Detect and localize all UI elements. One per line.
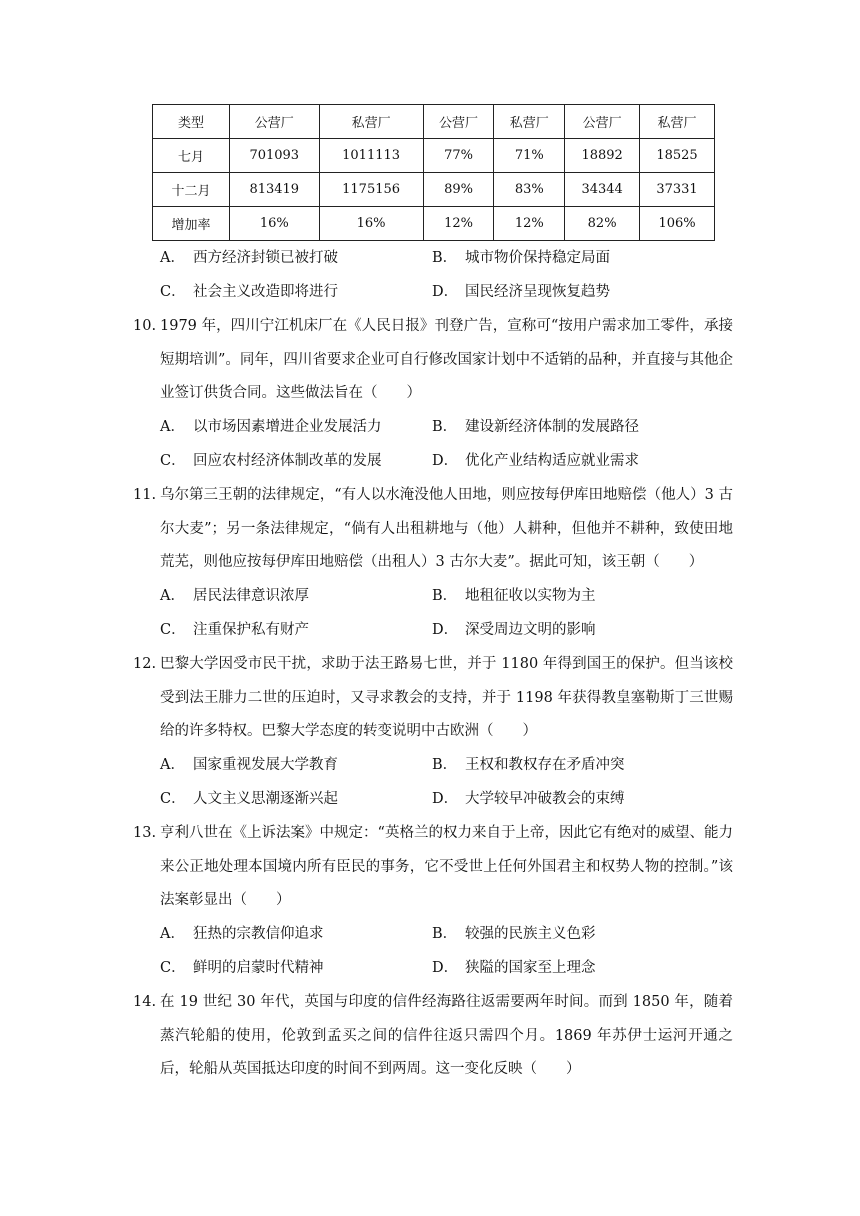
table-cell: 公营厂 [423, 105, 494, 139]
question-14 [133, 986, 733, 1087]
table-cell: 34344 [565, 173, 640, 207]
table-row [153, 173, 715, 207]
q11-option-c[interactable]: C． 注重保护私有财产 [160, 621, 309, 638]
q11-option-a[interactable]: A． 居民法律意识浓厚 [160, 588, 309, 604]
table-cell: 71% [494, 139, 565, 173]
question-stem: 乌尔第三王朝的法律规定，“有人以水淹没他人田地，则应按每伊库田地赔偿（他人）3 古尔大麦”；另一条法律规定，“倘有人出租耕地与（他）人耕种，但他并不耕种，致使田地荒芜，则他应按每伊库田地赔偿（出租人）3 古尔大麦”。据此可知，该王朝（ ） [160, 487, 733, 570]
q12-option-b[interactable]: B． 王权和教权存在矛盾冲突 [432, 757, 625, 773]
q12-option-c[interactable]: C． 人文主义思潮逐渐兴起 [160, 790, 338, 807]
q10-option-d[interactable]: D． 优化产业结构适应就业需求 [432, 452, 639, 469]
table-cell: 37331 [640, 173, 715, 207]
table-cell: 私营厂 [640, 105, 715, 139]
q10-option-b[interactable]: B． 建设新经济体制的发展路径 [432, 419, 639, 435]
row-label-cell: 七月 [153, 139, 230, 173]
table-cell: 89% [423, 173, 494, 207]
q13-option-d[interactable]: D． 狭隘的国家至上理念 [432, 959, 596, 976]
table-row [153, 207, 715, 241]
table-cell: 12% [423, 207, 494, 241]
q11-option-d[interactable]: D． 深受周边文明的影响 [432, 621, 596, 638]
table-cell: 16% [319, 207, 423, 241]
table-cell: 701093 [230, 139, 320, 173]
q10-option-a[interactable]: A． 以市场因素增进企业发展活力 [160, 419, 382, 435]
q13-options [160, 918, 720, 985]
table-cell: 1175156 [319, 173, 423, 207]
table-cell: 77% [423, 139, 494, 173]
table-cell: 82% [565, 207, 640, 241]
q9-option-d[interactable]: D． 国民经济呈现恢复趋势 [432, 283, 610, 300]
table-row [153, 139, 715, 173]
table-header-row [153, 105, 715, 139]
q11-option-b[interactable]: B． 地租征收以实物为主 [432, 588, 596, 604]
table-cell: 私营厂 [494, 105, 565, 139]
table-cell: 83% [494, 173, 565, 207]
q9-option-a[interactable]: A． 西方经济封锁已被打破 [160, 250, 338, 266]
q13-option-b[interactable]: B． 较强的民族主义色彩 [432, 926, 596, 942]
q12-options [160, 749, 720, 816]
q12-option-a[interactable]: A． 国家重视发展大学教育 [160, 757, 338, 773]
table-cell: 813419 [230, 173, 320, 207]
question-stem: 1979 年，四川宁江机床厂在《人民日报》刊登广告，宣称可“按用户需求加工零件，承接短期培训”。同年，四川省要求企业可自行修改国家计划中不适销的品种，并直接与其他企业签订供货合同。这些做法旨在（ ） [160, 318, 733, 401]
question-number: 12. [133, 656, 157, 672]
q10-option-c[interactable]: C． 回应农村经济体制改革的发展 [160, 452, 382, 469]
question-number: 11. [133, 487, 157, 503]
question-stem: 亨利八世在《上诉法案》中规定：“英格兰的权力来自于上帝，因此它有绝对的威望、能力来公正地处理本国境内所有臣民的事务，它不受世上任何外国君主和权势人物的控制。”该法案彰显出（ ） [160, 825, 733, 908]
table-cell: 私营厂 [319, 105, 423, 139]
factory-statistics-table [152, 104, 715, 241]
table-cell: 公营厂 [565, 105, 640, 139]
row-label-cell: 增加率 [153, 207, 230, 241]
table-cell: 106% [640, 207, 715, 241]
table-cell: 16% [230, 207, 320, 241]
row-label-cell: 十二月 [153, 173, 230, 207]
q10-options [160, 411, 720, 478]
q12-option-d[interactable]: D． 大学较早冲破教会的束缚 [432, 790, 625, 807]
question-stem: 巴黎大学因受市民干扰，求助于法王路易七世，并于 1180 年得到国王的保护。但当该校受到法王腓力二世的压迫时，又寻求教会的支持，并于 1198 年获得教皇塞勒斯丁三世赐给的许多特权。巴黎大学态度的转变说明中古欧洲（ ） [160, 656, 733, 739]
question-number: 10. [133, 318, 157, 334]
table-cell: 18525 [640, 139, 715, 173]
q9-option-c[interactable]: C． 社会主义改造即将进行 [160, 283, 338, 300]
question-11 [133, 479, 733, 580]
q9-option-b[interactable]: B． 城市物价保持稳定局面 [432, 250, 610, 266]
row-label-cell: 类型 [153, 105, 230, 139]
table-cell: 1011113 [319, 139, 423, 173]
question-number: 13. [133, 825, 157, 841]
question-12 [133, 648, 733, 749]
question-13 [133, 817, 733, 918]
question-stem: 在 19 世纪 30 年代，英国与印度的信件经海路往返需要两年时间。而到 1850 年，随着蒸汽轮船的使用，伦敦到孟买之间的信件往返只需四个月。1869 年苏伊士运河开通之后，轮船从英国抵达印度的时间不到两周。这一变化反映（ ） [160, 994, 733, 1077]
question-number: 14. [133, 994, 157, 1010]
table-cell: 12% [494, 207, 565, 241]
q9-options [160, 242, 720, 309]
q11-options [160, 580, 720, 647]
q13-option-c[interactable]: C． 鲜明的启蒙时代精神 [160, 959, 324, 976]
table-cell: 公营厂 [230, 105, 320, 139]
question-10 [133, 310, 733, 411]
q13-option-a[interactable]: A． 狂热的宗教信仰追求 [160, 926, 324, 942]
table-cell: 18892 [565, 139, 640, 173]
